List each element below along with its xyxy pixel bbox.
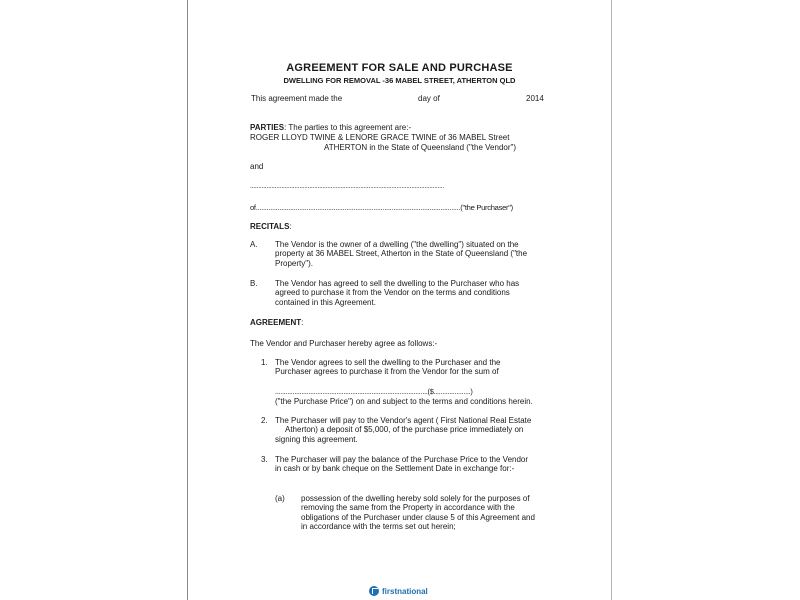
parties-heading [250, 123, 411, 132]
and-label: and [250, 162, 264, 171]
clause-3-line: in cash or by bank cheque on the Settlement Date in exchange for:- [275, 464, 515, 474]
purchase-price-blank: .......................................................................................($.....................) [275, 387, 473, 396]
clause-3a-label: (a) [275, 494, 285, 503]
document-title: AGREEMENT FOR SALE AND PURCHASE [286, 62, 513, 74]
clause-3a-line: obligations of the Purchaser under clause 5 of this Agreement and [301, 512, 535, 522]
hereby-agree-text: The Vendor and Purchaser hereby agree as follows:- [250, 339, 438, 348]
clause-2-text [275, 416, 531, 444]
recital-a-line: The Vendor is the owner of a dwelling ("the dwelling") situated on the [275, 240, 519, 249]
clause-3a-line: removing the same from the Property in accordance with the [301, 503, 515, 513]
purchaser-address-blank: of.................................................................................................................("the Purchaser") [250, 203, 513, 212]
clause-3-text [275, 455, 528, 474]
recitals-colon: : [289, 222, 292, 231]
parties-line-1: ROGER LLOYD TWINE & LENORE GRACE TWINE of 36 MABEL Street [250, 133, 510, 142]
logo-text: firstnational [382, 586, 428, 596]
logo-icon [369, 586, 379, 596]
clause-1-text [275, 358, 500, 377]
clause-2-line: Atherton) a deposit of $5,000, of the purchase price immediately on [285, 425, 524, 435]
clause-2-line: signing this agreement. [275, 434, 358, 444]
document-subtitle: DWELLING FOR REMOVAL -36 MABEL STREET, ATHERTON QLD [283, 76, 516, 85]
recital-b-line: agreed to purchase it from the Vendor on the terms and conditions [275, 288, 510, 298]
recitals-heading [250, 222, 292, 231]
agreement-label: AGREEMENT [250, 318, 302, 327]
recital-a-line: property at 36 MABEL Street, Atherton in the State of Queensland ("the [275, 249, 528, 259]
agreement-heading [250, 318, 303, 327]
recital-b-line: The Vendor has agreed to sell the dwelling to the Purchaser who has [275, 279, 520, 288]
year-value: 2014 [526, 94, 544, 103]
recitals-label: RECITALS [250, 222, 290, 231]
clause-2-label: 2. [261, 416, 268, 425]
clause-1-line: Purchaser agrees to purchase it from the Vendor for the sum of [275, 367, 499, 377]
recital-b-text [275, 279, 519, 307]
first-national-logo [369, 586, 428, 596]
agreement-colon: : [301, 318, 304, 327]
parties-intro: : The parties to this agreement are:- [284, 123, 412, 132]
clause-3-label: 3. [261, 455, 268, 464]
clause-1-label: 1. [261, 358, 268, 367]
clause-1-terms: ("the Purchase Price") on and subject to the terms and conditions herein. [275, 397, 533, 406]
recital-b-label: B. [250, 279, 258, 288]
document-page [187, 0, 612, 600]
recital-a-label: A. [250, 240, 258, 249]
agreement-made-label: This agreement made the [251, 94, 343, 103]
clause-3a-line: possession of the dwelling hereby sold solely for the purposes of [301, 494, 530, 503]
clause-3-line: The Purchaser will pay the balance of the Purchase Price to the Vendor [275, 455, 529, 464]
recital-a-line: Property"). [275, 258, 313, 268]
recital-a-text [275, 240, 527, 268]
purchaser-name-blank: ...................................................................................................................... [250, 183, 445, 190]
clause-3a-text [301, 494, 535, 532]
day-of-label: day of [418, 94, 440, 103]
parties-line-2: ATHERTON in the State of Queensland ("the Vendor") [324, 143, 517, 152]
clause-3a-line: in accordance with the terms set out herein; [301, 522, 456, 532]
parties-label: PARTIES [250, 123, 285, 132]
clause-2-line: The Purchaser will pay to the Vendor's agent ( First National Real Estate [275, 416, 532, 425]
clause-1-line: The Vendor agrees to sell the dwelling to the Purchaser and the [275, 358, 501, 367]
recital-b-line: contained in this Agreement. [275, 297, 376, 307]
